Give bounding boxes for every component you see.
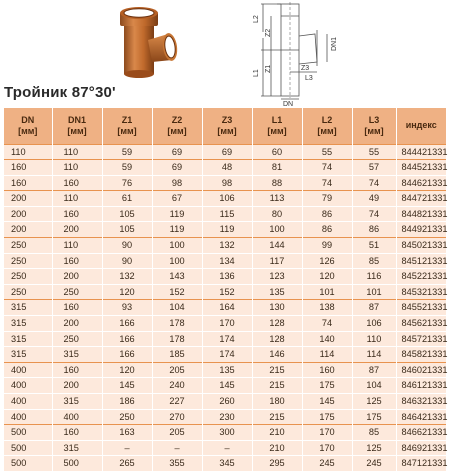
table-cell: 86 bbox=[352, 222, 396, 238]
table-cell: – bbox=[202, 440, 252, 456]
table-cell: 845821331 bbox=[396, 347, 446, 363]
table-cell: 55 bbox=[352, 144, 396, 160]
column-header-name: Z2 bbox=[171, 114, 183, 125]
table-cell: 846621331 bbox=[396, 425, 446, 441]
table-cell: 48 bbox=[202, 160, 252, 176]
table-cell: 119 bbox=[152, 222, 202, 238]
table-cell: 250 bbox=[4, 284, 52, 300]
table-cell: 132 bbox=[202, 238, 252, 254]
table-cell: 100 bbox=[152, 253, 202, 269]
table-cell: 90 bbox=[102, 253, 152, 269]
table-cell: 98 bbox=[152, 175, 202, 191]
table-cell: – bbox=[102, 440, 152, 456]
table-cell: 400 bbox=[4, 378, 52, 394]
table-cell: 140 bbox=[302, 331, 352, 347]
table-cell: 138 bbox=[302, 300, 352, 316]
column-header-индекс bbox=[396, 108, 446, 144]
table-cell: 69 bbox=[152, 144, 202, 160]
table-cell: 101 bbox=[302, 284, 352, 300]
table-cell: 163 bbox=[102, 425, 152, 441]
table-cell: 143 bbox=[152, 269, 202, 285]
table-cell: 250 bbox=[52, 331, 102, 347]
column-header-z1 bbox=[102, 108, 152, 144]
tee-fitting-photo bbox=[96, 2, 186, 84]
scheme-label-z1: Z1 bbox=[265, 64, 272, 73]
table-cell: 844521331 bbox=[396, 160, 446, 176]
table-cell: 200 bbox=[4, 191, 52, 207]
table-cell: 175 bbox=[302, 409, 352, 425]
table-cell: 400 bbox=[4, 362, 52, 378]
table-cell: 60 bbox=[252, 144, 302, 160]
table-row bbox=[4, 440, 446, 456]
scheme-label-z2: Z2 bbox=[265, 28, 272, 37]
scheme-label-dn1: DN1 bbox=[331, 36, 338, 51]
table-cell: 120 bbox=[302, 269, 352, 285]
column-header-l3 bbox=[352, 108, 396, 144]
table-cell: 130 bbox=[252, 300, 302, 316]
table-cell: 355 bbox=[152, 456, 202, 471]
table-cell: 160 bbox=[52, 425, 102, 441]
table-cell: 55 bbox=[302, 144, 352, 160]
table-cell: 98 bbox=[202, 175, 252, 191]
table-cell: 215 bbox=[252, 378, 302, 394]
table-cell: 74 bbox=[302, 175, 352, 191]
table-cell: 210 bbox=[252, 440, 302, 456]
table-cell: 295 bbox=[252, 456, 302, 471]
table-cell: 106 bbox=[202, 191, 252, 207]
table-cell: 86 bbox=[302, 206, 352, 222]
table-cell: 844921331 bbox=[396, 222, 446, 238]
table-cell: 178 bbox=[152, 316, 202, 332]
column-header-name: DN bbox=[21, 114, 35, 125]
table-cell: 110 bbox=[52, 238, 102, 254]
table-cell: 845721331 bbox=[396, 331, 446, 347]
table-cell: 110 bbox=[4, 144, 52, 160]
table-cell: 846421331 bbox=[396, 409, 446, 425]
scheme-label-dn: DN bbox=[283, 101, 294, 108]
table-cell: 123 bbox=[252, 269, 302, 285]
table-cell: 110 bbox=[52, 160, 102, 176]
table-cell: 845321331 bbox=[396, 284, 446, 300]
table-cell: 315 bbox=[52, 440, 102, 456]
table-cell: 117 bbox=[252, 253, 302, 269]
scheme-label-z3: Z3 bbox=[301, 65, 310, 72]
table-cell: 115 bbox=[202, 206, 252, 222]
table-cell: 93 bbox=[102, 300, 152, 316]
table-cell: 135 bbox=[202, 362, 252, 378]
table-cell: 174 bbox=[202, 347, 252, 363]
table-cell: 250 bbox=[52, 284, 102, 300]
table-cell: 186 bbox=[102, 394, 152, 410]
table-cell: 270 bbox=[152, 409, 202, 425]
table-row bbox=[4, 378, 446, 394]
table-row bbox=[4, 284, 446, 300]
table-cell: 846021331 bbox=[396, 362, 446, 378]
table-cell: 136 bbox=[202, 269, 252, 285]
table-cell: 85 bbox=[352, 253, 396, 269]
table-cell: 128 bbox=[252, 316, 302, 332]
table-row bbox=[4, 425, 446, 441]
table-cell: 200 bbox=[52, 222, 102, 238]
table-cell: 205 bbox=[152, 362, 202, 378]
table-cell: 315 bbox=[4, 300, 52, 316]
table-cell: 250 bbox=[4, 269, 52, 285]
scheme-label-l2: L2 bbox=[253, 15, 260, 23]
table-cell: 200 bbox=[4, 206, 52, 222]
column-header-name: индекс bbox=[405, 120, 437, 131]
table-cell: 57 bbox=[352, 160, 396, 176]
table-cell: 59 bbox=[102, 144, 152, 160]
table-cell: 200 bbox=[4, 222, 52, 238]
product-title: Тройник 87°30' bbox=[4, 84, 116, 101]
column-header-unit: [мм] bbox=[18, 125, 38, 136]
table-cell: 110 bbox=[52, 191, 102, 207]
table-cell: 170 bbox=[302, 440, 352, 456]
table-cell: 250 bbox=[4, 238, 52, 254]
table-cell: 185 bbox=[152, 347, 202, 363]
column-header-l1 bbox=[252, 108, 302, 144]
column-header-name: L2 bbox=[321, 114, 333, 125]
table-cell: 174 bbox=[202, 331, 252, 347]
table-cell: 230 bbox=[202, 409, 252, 425]
table-cell: 160 bbox=[4, 175, 52, 191]
table-row bbox=[4, 253, 446, 269]
table-cell: 250 bbox=[4, 253, 52, 269]
table-cell: 315 bbox=[52, 394, 102, 410]
table-row bbox=[4, 331, 446, 347]
table-cell: – bbox=[152, 440, 202, 456]
table-cell: 300 bbox=[202, 425, 252, 441]
table-cell: 101 bbox=[352, 284, 396, 300]
column-header-unit: [мм] bbox=[67, 125, 87, 136]
table-row bbox=[4, 222, 446, 238]
table-cell: 844421331 bbox=[396, 144, 446, 160]
table-cell: 80 bbox=[252, 206, 302, 222]
table-cell: 210 bbox=[252, 425, 302, 441]
table-cell: 145 bbox=[202, 378, 252, 394]
table-cell: 500 bbox=[4, 456, 52, 471]
table-cell: 178 bbox=[152, 331, 202, 347]
table-row bbox=[4, 409, 446, 425]
table-cell: 69 bbox=[152, 160, 202, 176]
table-cell: 87 bbox=[352, 300, 396, 316]
scheme-label-l1: L1 bbox=[253, 69, 260, 77]
table-cell: 160 bbox=[52, 206, 102, 222]
table-cell: 200 bbox=[52, 378, 102, 394]
table-cell: 845221331 bbox=[396, 269, 446, 285]
table-cell: 67 bbox=[152, 191, 202, 207]
table-cell: 175 bbox=[302, 378, 352, 394]
table-cell: 135 bbox=[252, 284, 302, 300]
column-header-z3 bbox=[202, 108, 252, 144]
table-cell: 215 bbox=[252, 362, 302, 378]
column-header-name: DN1 bbox=[67, 114, 86, 125]
table-row bbox=[4, 191, 446, 207]
table-cell: 400 bbox=[52, 409, 102, 425]
table-cell: 116 bbox=[352, 269, 396, 285]
table-cell: 160 bbox=[4, 160, 52, 176]
table-cell: 227 bbox=[152, 394, 202, 410]
table-cell: 200 bbox=[52, 316, 102, 332]
table-cell: 845121331 bbox=[396, 253, 446, 269]
table-cell: 205 bbox=[152, 425, 202, 441]
table-cell: 144 bbox=[252, 238, 302, 254]
table-cell: 315 bbox=[4, 316, 52, 332]
table-cell: 59 bbox=[102, 160, 152, 176]
table-cell: 145 bbox=[102, 378, 152, 394]
table-cell: 170 bbox=[302, 425, 352, 441]
table-cell: 120 bbox=[102, 362, 152, 378]
table-header-row bbox=[4, 108, 446, 144]
column-header-dn bbox=[4, 108, 52, 144]
table-cell: 126 bbox=[302, 253, 352, 269]
table-row bbox=[4, 175, 446, 191]
table-cell: 500 bbox=[4, 425, 52, 441]
table-cell: 846321331 bbox=[396, 394, 446, 410]
table-row bbox=[4, 238, 446, 254]
table-cell: 61 bbox=[102, 191, 152, 207]
column-header-z2 bbox=[152, 108, 202, 144]
table-cell: 74 bbox=[302, 160, 352, 176]
table-cell: 844821331 bbox=[396, 206, 446, 222]
table-cell: 100 bbox=[152, 238, 202, 254]
table-cell: 132 bbox=[102, 269, 152, 285]
table-cell: 104 bbox=[352, 378, 396, 394]
table-cell: 134 bbox=[202, 253, 252, 269]
table-cell: 125 bbox=[352, 394, 396, 410]
table-cell: 49 bbox=[352, 191, 396, 207]
column-header-name: Z3 bbox=[221, 114, 233, 125]
table-cell: 215 bbox=[252, 409, 302, 425]
table-row bbox=[4, 347, 446, 363]
table-cell: 400 bbox=[4, 409, 52, 425]
table-cell: 180 bbox=[252, 394, 302, 410]
table-cell: 76 bbox=[102, 175, 152, 191]
table-cell: 315 bbox=[4, 331, 52, 347]
product-header bbox=[0, 0, 450, 108]
table-cell: 74 bbox=[352, 175, 396, 191]
table-cell: 74 bbox=[302, 316, 352, 332]
table-row bbox=[4, 144, 446, 160]
table-cell: 245 bbox=[352, 456, 396, 471]
table-row bbox=[4, 300, 446, 316]
table-cell: 844721331 bbox=[396, 191, 446, 207]
dimensions-table bbox=[4, 108, 446, 471]
column-header-dn1 bbox=[52, 108, 102, 144]
table-cell: 240 bbox=[152, 378, 202, 394]
table-row bbox=[4, 160, 446, 176]
column-header-unit: [мм] bbox=[167, 125, 187, 136]
table-cell: 500 bbox=[4, 440, 52, 456]
table-cell: 86 bbox=[302, 222, 352, 238]
table-cell: 104 bbox=[152, 300, 202, 316]
table-cell: 166 bbox=[102, 347, 152, 363]
table-cell: 79 bbox=[302, 191, 352, 207]
table-cell: 200 bbox=[52, 269, 102, 285]
table-cell: 81 bbox=[252, 160, 302, 176]
table-cell: 846921331 bbox=[396, 440, 446, 456]
table-cell: 114 bbox=[302, 347, 352, 363]
table-cell: 500 bbox=[52, 456, 102, 471]
table-cell: 846121331 bbox=[396, 378, 446, 394]
table-cell: 119 bbox=[152, 206, 202, 222]
table-cell: 260 bbox=[202, 394, 252, 410]
table-cell: 51 bbox=[352, 238, 396, 254]
table-cell: 90 bbox=[102, 238, 152, 254]
table-cell: 160 bbox=[52, 253, 102, 269]
table-cell: 845621331 bbox=[396, 316, 446, 332]
table-row bbox=[4, 206, 446, 222]
table-cell: 74 bbox=[352, 206, 396, 222]
table-cell: 845521331 bbox=[396, 300, 446, 316]
table-cell: 166 bbox=[102, 331, 152, 347]
table-row bbox=[4, 456, 446, 471]
table-cell: 245 bbox=[302, 456, 352, 471]
table-cell: 845021331 bbox=[396, 238, 446, 254]
table-cell: 119 bbox=[202, 222, 252, 238]
table-cell: 100 bbox=[252, 222, 302, 238]
tee-dimension-scheme bbox=[243, 2, 339, 108]
column-header-name: L1 bbox=[271, 114, 283, 125]
table-cell: 160 bbox=[52, 362, 102, 378]
table-cell: 160 bbox=[52, 175, 102, 191]
table-cell: 146 bbox=[252, 347, 302, 363]
table-cell: 152 bbox=[202, 284, 252, 300]
table-cell: 69 bbox=[202, 144, 252, 160]
table-cell: 170 bbox=[202, 316, 252, 332]
column-header-unit: [мм] bbox=[317, 125, 337, 136]
table-cell: 113 bbox=[252, 191, 302, 207]
table-cell: 844621331 bbox=[396, 175, 446, 191]
table-cell: 99 bbox=[302, 238, 352, 254]
table-cell: 105 bbox=[102, 206, 152, 222]
column-header-unit: [мм] bbox=[267, 125, 287, 136]
table-cell: 120 bbox=[102, 284, 152, 300]
table-cell: 105 bbox=[102, 222, 152, 238]
table-cell: 128 bbox=[252, 331, 302, 347]
column-header-unit: [мм] bbox=[117, 125, 137, 136]
table-cell: 85 bbox=[352, 425, 396, 441]
table-cell: 164 bbox=[202, 300, 252, 316]
table-cell: 114 bbox=[352, 347, 396, 363]
table-cell: 88 bbox=[252, 175, 302, 191]
table-cell: 315 bbox=[52, 347, 102, 363]
table-cell: 175 bbox=[352, 409, 396, 425]
table-cell: 87 bbox=[352, 362, 396, 378]
column-header-l2 bbox=[302, 108, 352, 144]
table-row bbox=[4, 362, 446, 378]
table-cell: 152 bbox=[152, 284, 202, 300]
table-row bbox=[4, 316, 446, 332]
column-header-unit: [мм] bbox=[217, 125, 237, 136]
table-cell: 847121331 bbox=[396, 456, 446, 471]
scheme-label-l3: L3 bbox=[305, 75, 313, 82]
table-cell: 345 bbox=[202, 456, 252, 471]
table-cell: 160 bbox=[302, 362, 352, 378]
table-cell: 110 bbox=[352, 331, 396, 347]
table-cell: 160 bbox=[52, 300, 102, 316]
table-row bbox=[4, 394, 446, 410]
column-header-name: Z1 bbox=[121, 114, 133, 125]
table-cell: 125 bbox=[352, 440, 396, 456]
table-cell: 110 bbox=[52, 144, 102, 160]
column-header-unit: [мм] bbox=[364, 125, 384, 136]
table-cell: 166 bbox=[102, 316, 152, 332]
table-cell: 145 bbox=[302, 394, 352, 410]
table-row bbox=[4, 269, 446, 285]
column-header-name: L3 bbox=[368, 114, 380, 125]
table-cell: 250 bbox=[102, 409, 152, 425]
table-cell: 400 bbox=[4, 394, 52, 410]
table-cell: 106 bbox=[352, 316, 396, 332]
table-cell: 265 bbox=[102, 456, 152, 471]
table-cell: 315 bbox=[4, 347, 52, 363]
